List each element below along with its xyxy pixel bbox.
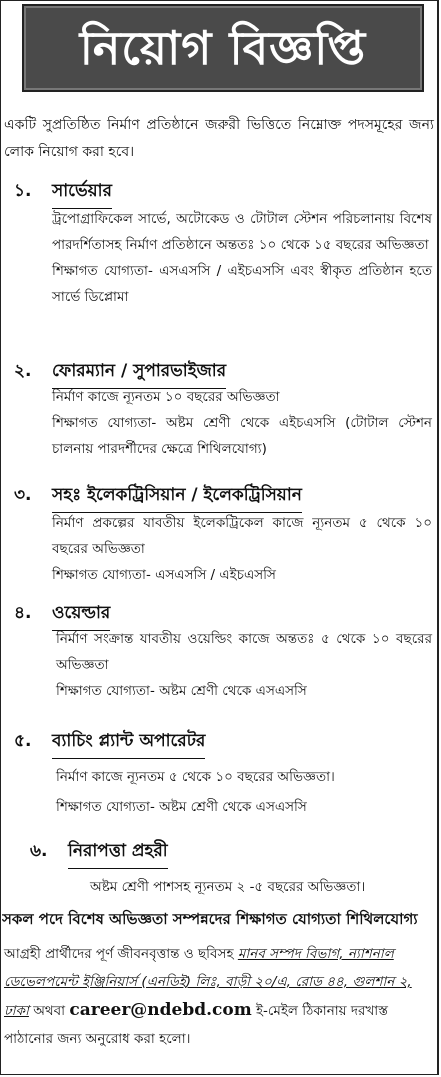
section-1-body: [52, 206, 432, 310]
title-banner: [22, 4, 424, 92]
section-line: নির্মাণ সংক্রান্ত যাবতীয় ওয়েল্ডিং কাজে অন্ততঃ ৫ থেকে ১০ বছরের অভিজ্ঞতা: [56, 631, 432, 673]
section-6-body: [90, 874, 434, 900]
section-6-heading: [30, 838, 168, 869]
section-5-body: [56, 764, 434, 820]
section-line: শিক্ষাগত যোগ্যতা- এসএসসি / এইচএসসি: [52, 567, 276, 583]
section-number: ৩.: [14, 485, 32, 505]
section-title: সহঃ ইলেকট্রিসিয়ান / ইলেকট্রিসিয়ান: [52, 482, 302, 513]
section-2-body: [52, 384, 432, 462]
section-3-heading: [14, 482, 302, 513]
section-number: ৬.: [30, 841, 48, 861]
hr-address: মানব সম্পদ বিভাগ, ন্যাশনাল ডেভেলপমেন্ট ইঞ্জিনিয়ার্স (এনডিই) লিঃ, বাড়ী ২০/এ, রোড ৪৪, গুলশান ২, ঢাকা: [4, 946, 412, 1019]
application-instructions: [4, 940, 436, 1053]
section-title: ব্যাচিং প্ল্যান্ট অপারেটর: [52, 728, 205, 759]
section-title: ফোরম্যান / সুপারভাইজার: [52, 358, 226, 389]
footer-lead: আগ্রহী প্রার্থীদের পূর্ণ জীবনবৃত্তান্ত ও ছবিসহ: [4, 946, 234, 962]
section-line: নির্মাণ কাজে ন্যূনতম ১০ বছরের অভিজ্ঞতা: [52, 389, 280, 405]
section-line: নির্মাণ প্রকল্পের যাবতীয় ইলেকট্রিকেল কাজে ন্যূনতম ৫ থেকে ১০ বছরের অভিজ্ঞতা: [52, 515, 432, 557]
section-1-heading: [14, 178, 112, 209]
section-line: শিক্ষাগত যোগ্যতা- অষ্টম শ্রেণী থেকে এসএসসি: [56, 683, 307, 699]
section-5-heading: [14, 728, 205, 759]
section-3-body: [52, 510, 432, 588]
section-line: শিক্ষাগত যোগ্যতা- এসএসসি / এইচএসসি এবং স্বীকৃত প্রতিষ্ঠান হতে সার্ভে ডিপ্লোমা: [52, 263, 432, 305]
email-address[interactable]: career@ndebd.com: [69, 1000, 252, 1020]
footer-closing: ই-মেইল ঠিকানায় দরখাস্ত পাঠানোর জন্য অনুরোধ করা হলো।: [4, 1003, 388, 1047]
section-number: ১.: [14, 181, 32, 201]
section-title: সার্ভেয়ার: [52, 178, 112, 209]
section-line: ট্রপোগ্রাফিকেল সার্ভে, অটোকেড ও টোটাল স্টেশন পরিচলানায় বিশেষ পারদর্শিতাসহ নির্মাণ প্রতিষ্ঠানে অন্ততঃ ১০ থেকে ১৫ বছরের অভিজ্ঞতা: [52, 211, 432, 253]
section-line: অষ্টম শ্রেণী পাশসহ ন্যূনতম ২ -৫ বছরের অভিজ্ঞতা।: [90, 879, 366, 895]
section-number: ৪.: [14, 603, 32, 623]
section-line: শিক্ষাগত যোগ্যতা- অষ্টম শ্রেণী থেকে এসএসসি: [56, 799, 307, 815]
section-number: ২.: [14, 361, 32, 381]
footer-or: অথবা: [33, 1003, 66, 1019]
section-4-body: [56, 626, 432, 704]
section-line: শিক্ষাগত যোগ্যতা- অষ্টম শ্রেণী থেকে এইচএসসি (টোটাল স্টেশন চালনায় পারদর্শীদের ক্ষেত্রে শিথিলযোগ্য): [52, 415, 432, 457]
section-number: ৫.: [14, 731, 32, 751]
relaxation-note: সকল পদে বিশেষ অভিজ্ঞতা সম্পন্নদের শিক্ষাগত যোগ্যতা শিথিলযোগ্য: [2, 910, 418, 928]
page-title: নিয়োগ বিজ্ঞপ্তি: [79, 21, 367, 75]
intro-text: একটি সুপ্রতিষ্ঠিত নির্মাণ প্রতিষ্ঠানে জরুরী ভিত্তিতে নিম্নোক্ত পদসমূহের জন্য লোক নিয়োগ করা হবে।: [4, 117, 434, 160]
section-line: নির্মাণ কাজে ন্যূনতম ৫ থেকে ১০ বছরের অভিজ্ঞতা।: [56, 769, 335, 785]
section-title: নিরাপত্তা প্রহরী: [68, 838, 168, 869]
section-title: ওয়েল্ডার: [52, 600, 110, 631]
